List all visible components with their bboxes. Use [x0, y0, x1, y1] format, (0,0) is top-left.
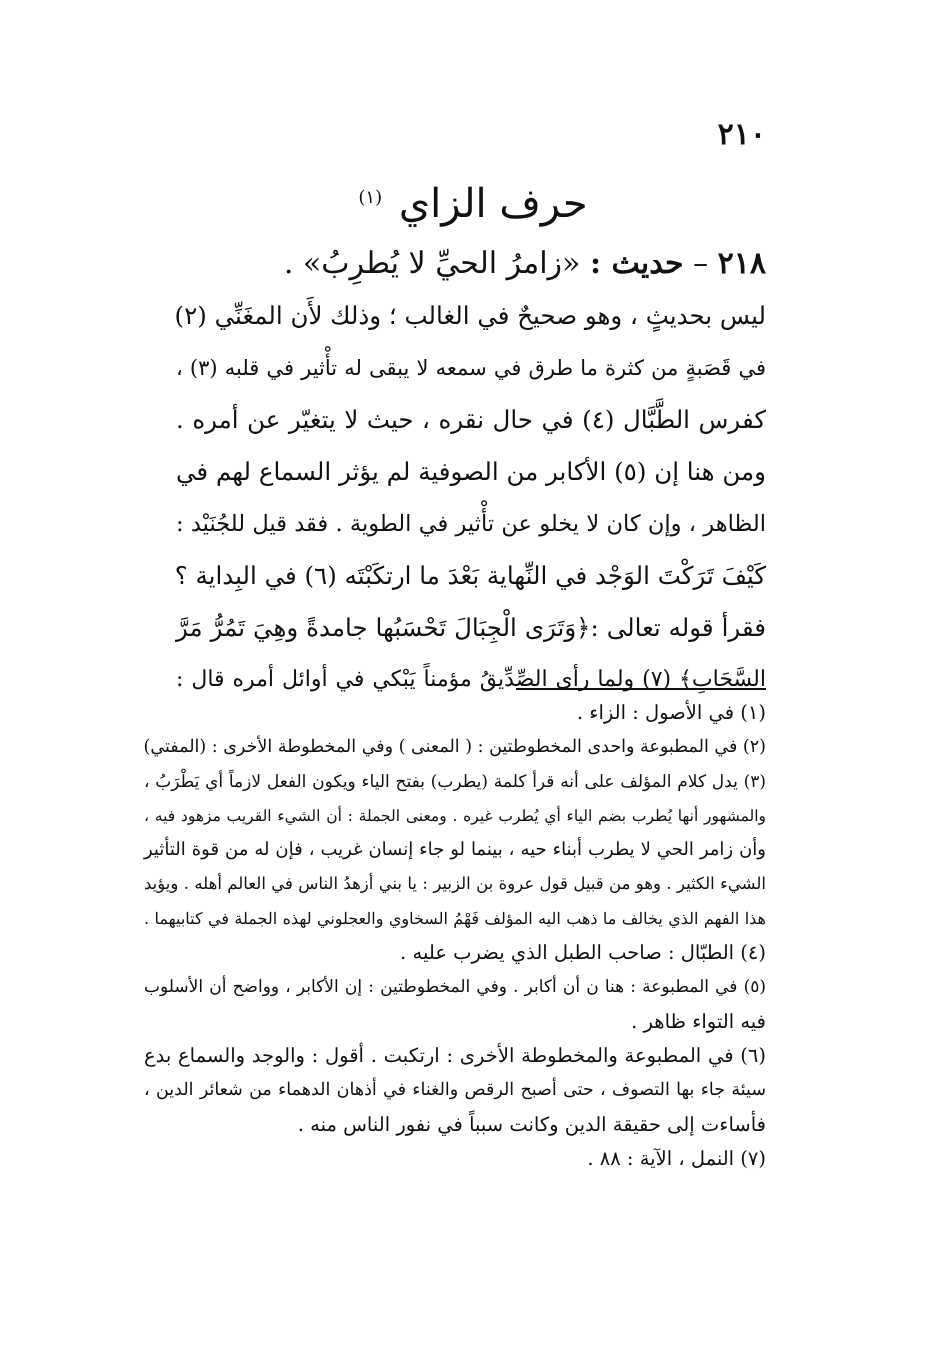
body-line: السَّحَابِ﴾ (٧) ولما رأى الصِّدِّيقُ مؤمناً يَبْكي في أوائل أمره قال : — [176, 667, 766, 692]
body-line: فقرأ قوله تعالى :﴿وَتَرَى الْجِبَالَ تَحْسَبُها جامدةً وهِيَ تَمُرُّ مَرَّ — [176, 613, 766, 642]
footnote-line: (٤) الطبّال : صاحب الطبل الذي يضرب عليه . — [400, 941, 766, 965]
footnote-line: (٢) في المطبوعة واحدى المخطوطتين : ( المعنى ) وفي المخطوطة الأخرى : (المفتي) — [143, 737, 766, 758]
footnote-line: (١) في الأصول : الزاء . — [576, 701, 766, 724]
body-line: كَيْفَ تَرَكْتَ الوَجْد في النِّهاية بَعْدَ ما ارتكَبْتَه (٦) في البِداية ؟ — [174, 561, 766, 590]
footnote-line: (٧) النمل ، الآية : ٨٨ . — [587, 1146, 766, 1170]
section-title — [0, 182, 946, 226]
hadith-heading — [284, 246, 766, 282]
footnote-line: فيه التواء ظاهر . — [631, 1009, 766, 1033]
footnote-line: (٥) في المطبوعة : هنا ن أن أكابر . وفي المخطوطتين : إن الأكابر ، وواضح أن الأسلوب — [144, 977, 766, 998]
hadith-text: «زامرُ الحيِّ لا يُطرِبُ» . — [283, 246, 581, 281]
hadith-number: ٢١٨ — [717, 246, 766, 281]
section-title-text: حرف الزاي — [398, 181, 588, 227]
footnote-line: الشيء الكثير . وهو من قبيل قول عروة بن الزبير : يا بني أزهدُ الناس في العالم أهله . ويؤيد — [144, 874, 766, 894]
footnote-divider — [516, 688, 766, 690]
footnote-line: فأساءت إلى حقيقة الدين وكانت سبباً في نفور الناس منه . — [297, 1112, 766, 1136]
body-line: ومن هنا إن (٥) الأكابر من الصوفية لم يؤثر السماع لهم في — [176, 457, 767, 486]
footnote-line: (٦) في المطبوعة والمخطوطة الأخرى : ارتكبت . أقول : والوجد والسماع بدع — [144, 1043, 766, 1067]
body-text — [176, 290, 766, 706]
footnote-line: (٣) يدل كلام المؤلف على أنه قرأ كلمة (يطرب) بفتح الياء ويكون الفعل لازماً أي يَطْرَبُ ، — [144, 771, 766, 792]
footnotes — [144, 696, 766, 1176]
page-number: ٢١٠ — [717, 117, 766, 152]
body-line: ليس بحديثٍ ، وهو صحيحٌ في الغالب ؛ وذلك لأَن المغَنِّي (٢) — [174, 301, 766, 330]
body-line: الظاهر ، وإن كان لا يخلو عن تأْثير في الطوية . فقد قيل للجُنَيْد : — [176, 511, 766, 537]
footnote-line: والمشهور أنها يُطرب بضم الياء أي يُطرب غيره . ومعنى الجملة : أن الشيء القريب مزهود فيه ، — [144, 806, 766, 825]
body-line: كفرس الطَّبَّال (٤) في حال نقره ، حيث لا يتغيّر عن أمره . — [176, 405, 766, 434]
footnote-line: سيئة جاء بها التصوف ، حتى أصبح الرقص والغناء في أذهان الدهماء من شعائر الدين ، — [144, 1080, 766, 1101]
body-line: في قَصَبةٍ من كثرة ما طرق في سمعه لا يبقى له تأْثير في قلبه (٣) ، — [176, 356, 766, 380]
footnote-line: وأن زامر الحي لا يطرب أبناء حيه ، بينما لو جاء إنسان غريب ، فإن له من قوة التأثير — [144, 839, 766, 861]
section-title-footnote-ref: (١) — [358, 186, 383, 208]
footnote-line: هذا الفهم الذي يخالف ما ذهب اليه المؤلف فَهْمُ السخاوي والعجلوني لهذه الجملة في كتابيهما . — [144, 908, 766, 928]
hadith-dash: – — [693, 246, 709, 281]
hadith-label: حديث : — [589, 246, 684, 281]
